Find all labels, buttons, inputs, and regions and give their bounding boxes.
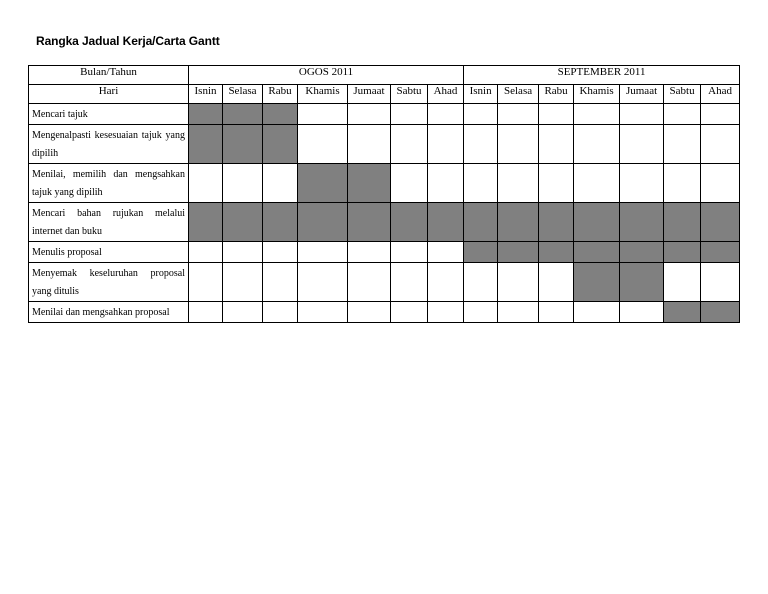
schedule-cell xyxy=(348,302,391,323)
schedule-cell xyxy=(348,263,391,302)
schedule-cell xyxy=(539,302,574,323)
schedule-cell-filled xyxy=(348,164,391,203)
schedule-cell xyxy=(263,263,298,302)
schedule-cell-filled xyxy=(263,125,298,164)
schedule-cell xyxy=(189,164,223,203)
schedule-cell-filled xyxy=(223,125,263,164)
schedule-cell xyxy=(701,104,740,125)
schedule-cell xyxy=(539,164,574,203)
schedule-cell xyxy=(391,263,428,302)
schedule-cell xyxy=(701,263,740,302)
schedule-cell-filled xyxy=(664,242,701,263)
schedule-cell xyxy=(223,242,263,263)
schedule-cell xyxy=(498,263,539,302)
schedule-cell xyxy=(428,263,464,302)
schedule-cell xyxy=(464,164,498,203)
schedule-cell xyxy=(664,164,701,203)
schedule-cell xyxy=(620,104,664,125)
schedule-cell xyxy=(464,302,498,323)
schedule-cell-filled xyxy=(298,203,348,242)
schedule-cell xyxy=(298,125,348,164)
schedule-cell-filled xyxy=(223,203,263,242)
schedule-cell-filled xyxy=(464,242,498,263)
schedule-cell xyxy=(701,164,740,203)
day-header: Sabtu xyxy=(391,85,428,104)
schedule-cell xyxy=(539,125,574,164)
schedule-cell-filled xyxy=(574,203,620,242)
schedule-cell xyxy=(223,263,263,302)
task-label: Mencari tajuk xyxy=(29,104,189,125)
schedule-cell-filled xyxy=(701,302,740,323)
schedule-cell-filled xyxy=(498,242,539,263)
schedule-cell xyxy=(574,302,620,323)
task-row xyxy=(29,164,740,203)
schedule-cell xyxy=(498,125,539,164)
schedule-cell-filled xyxy=(701,242,740,263)
schedule-cell xyxy=(348,242,391,263)
task-row xyxy=(29,125,740,164)
schedule-cell-filled xyxy=(574,242,620,263)
schedule-cell xyxy=(223,302,263,323)
month-header-row xyxy=(29,66,740,85)
schedule-cell-filled xyxy=(464,203,498,242)
schedule-cell-filled xyxy=(539,203,574,242)
task-row xyxy=(29,263,740,302)
day-header: Khamis xyxy=(298,85,348,104)
day-header: Rabu xyxy=(263,85,298,104)
day-header: Ahad xyxy=(428,85,464,104)
schedule-cell-filled xyxy=(189,125,223,164)
day-header: Jumaat xyxy=(620,85,664,104)
schedule-cell-filled xyxy=(189,203,223,242)
schedule-cell xyxy=(620,125,664,164)
task-row xyxy=(29,203,740,242)
month-header-september: SEPTEMBER 2011 xyxy=(464,66,740,85)
schedule-cell-filled xyxy=(263,203,298,242)
task-row xyxy=(29,302,740,323)
schedule-cell-filled xyxy=(298,164,348,203)
schedule-cell-filled xyxy=(189,104,223,125)
schedule-cell xyxy=(498,104,539,125)
day-header: Jumaat xyxy=(348,85,391,104)
schedule-cell xyxy=(263,242,298,263)
day-header: Ahad xyxy=(701,85,740,104)
schedule-cell-filled xyxy=(664,203,701,242)
schedule-cell-filled xyxy=(620,242,664,263)
schedule-cell xyxy=(348,125,391,164)
schedule-cell xyxy=(464,125,498,164)
day-header: Khamis xyxy=(574,85,620,104)
task-label: Mencari bahan rujukan melalui internet dan buku xyxy=(29,203,189,242)
day-header-row xyxy=(29,85,740,104)
task-label: Menilai, memilih dan mengsahkan tajuk yang dipilih xyxy=(29,164,189,203)
schedule-cell xyxy=(664,104,701,125)
schedule-cell-filled xyxy=(664,302,701,323)
task-row xyxy=(29,104,740,125)
month-header-august: OGOS 2011 xyxy=(189,66,464,85)
schedule-cell xyxy=(298,242,348,263)
schedule-cell xyxy=(574,125,620,164)
schedule-cell xyxy=(223,164,263,203)
month-year-label: Bulan/Tahun xyxy=(29,66,189,85)
schedule-cell xyxy=(391,125,428,164)
schedule-cell xyxy=(574,104,620,125)
schedule-cell xyxy=(428,164,464,203)
schedule-cell-filled xyxy=(701,203,740,242)
schedule-cell-filled xyxy=(620,203,664,242)
schedule-cell xyxy=(664,125,701,164)
schedule-cell-filled xyxy=(391,203,428,242)
schedule-cell xyxy=(428,104,464,125)
schedule-cell-filled xyxy=(263,104,298,125)
task-label: Mengenalpasti kesesuaian tajuk yang dipilih xyxy=(29,125,189,164)
schedule-cell xyxy=(428,125,464,164)
schedule-cell xyxy=(298,302,348,323)
schedule-cell xyxy=(263,302,298,323)
schedule-cell xyxy=(464,104,498,125)
schedule-cell xyxy=(428,302,464,323)
schedule-cell-filled xyxy=(620,263,664,302)
schedule-cell xyxy=(391,302,428,323)
schedule-cell xyxy=(664,263,701,302)
schedule-cell-filled xyxy=(223,104,263,125)
schedule-cell xyxy=(701,125,740,164)
schedule-cell xyxy=(391,104,428,125)
day-header: Isnin xyxy=(464,85,498,104)
schedule-cell xyxy=(498,302,539,323)
schedule-cell xyxy=(189,263,223,302)
schedule-cell xyxy=(189,302,223,323)
schedule-cell xyxy=(464,263,498,302)
schedule-cell xyxy=(539,104,574,125)
schedule-cell xyxy=(298,104,348,125)
gantt-chart-table xyxy=(28,65,740,323)
day-header: Sabtu xyxy=(664,85,701,104)
task-label: Menilai dan mengsahkan proposal xyxy=(29,302,189,323)
schedule-cell xyxy=(298,263,348,302)
schedule-cell xyxy=(348,104,391,125)
day-header: Isnin xyxy=(189,85,223,104)
schedule-cell xyxy=(620,164,664,203)
schedule-cell-filled xyxy=(539,242,574,263)
schedule-cell-filled xyxy=(574,263,620,302)
schedule-cell xyxy=(428,242,464,263)
task-label: Menulis proposal xyxy=(29,242,189,263)
schedule-cell xyxy=(391,164,428,203)
day-header: Selasa xyxy=(223,85,263,104)
task-row xyxy=(29,242,740,263)
day-header: Selasa xyxy=(498,85,539,104)
schedule-cell-filled xyxy=(428,203,464,242)
task-label: Menyemak keseluruhan proposal yang ditulis xyxy=(29,263,189,302)
day-row-label: Hari xyxy=(29,85,189,104)
schedule-cell-filled xyxy=(348,203,391,242)
schedule-cell xyxy=(263,164,298,203)
schedule-cell xyxy=(539,263,574,302)
schedule-cell xyxy=(574,164,620,203)
document-title: Rangka Jadual Kerja/Carta Gantt xyxy=(36,34,220,48)
day-header: Rabu xyxy=(539,85,574,104)
schedule-cell xyxy=(391,242,428,263)
schedule-cell xyxy=(189,242,223,263)
schedule-cell xyxy=(620,302,664,323)
schedule-cell-filled xyxy=(498,203,539,242)
schedule-cell xyxy=(498,164,539,203)
